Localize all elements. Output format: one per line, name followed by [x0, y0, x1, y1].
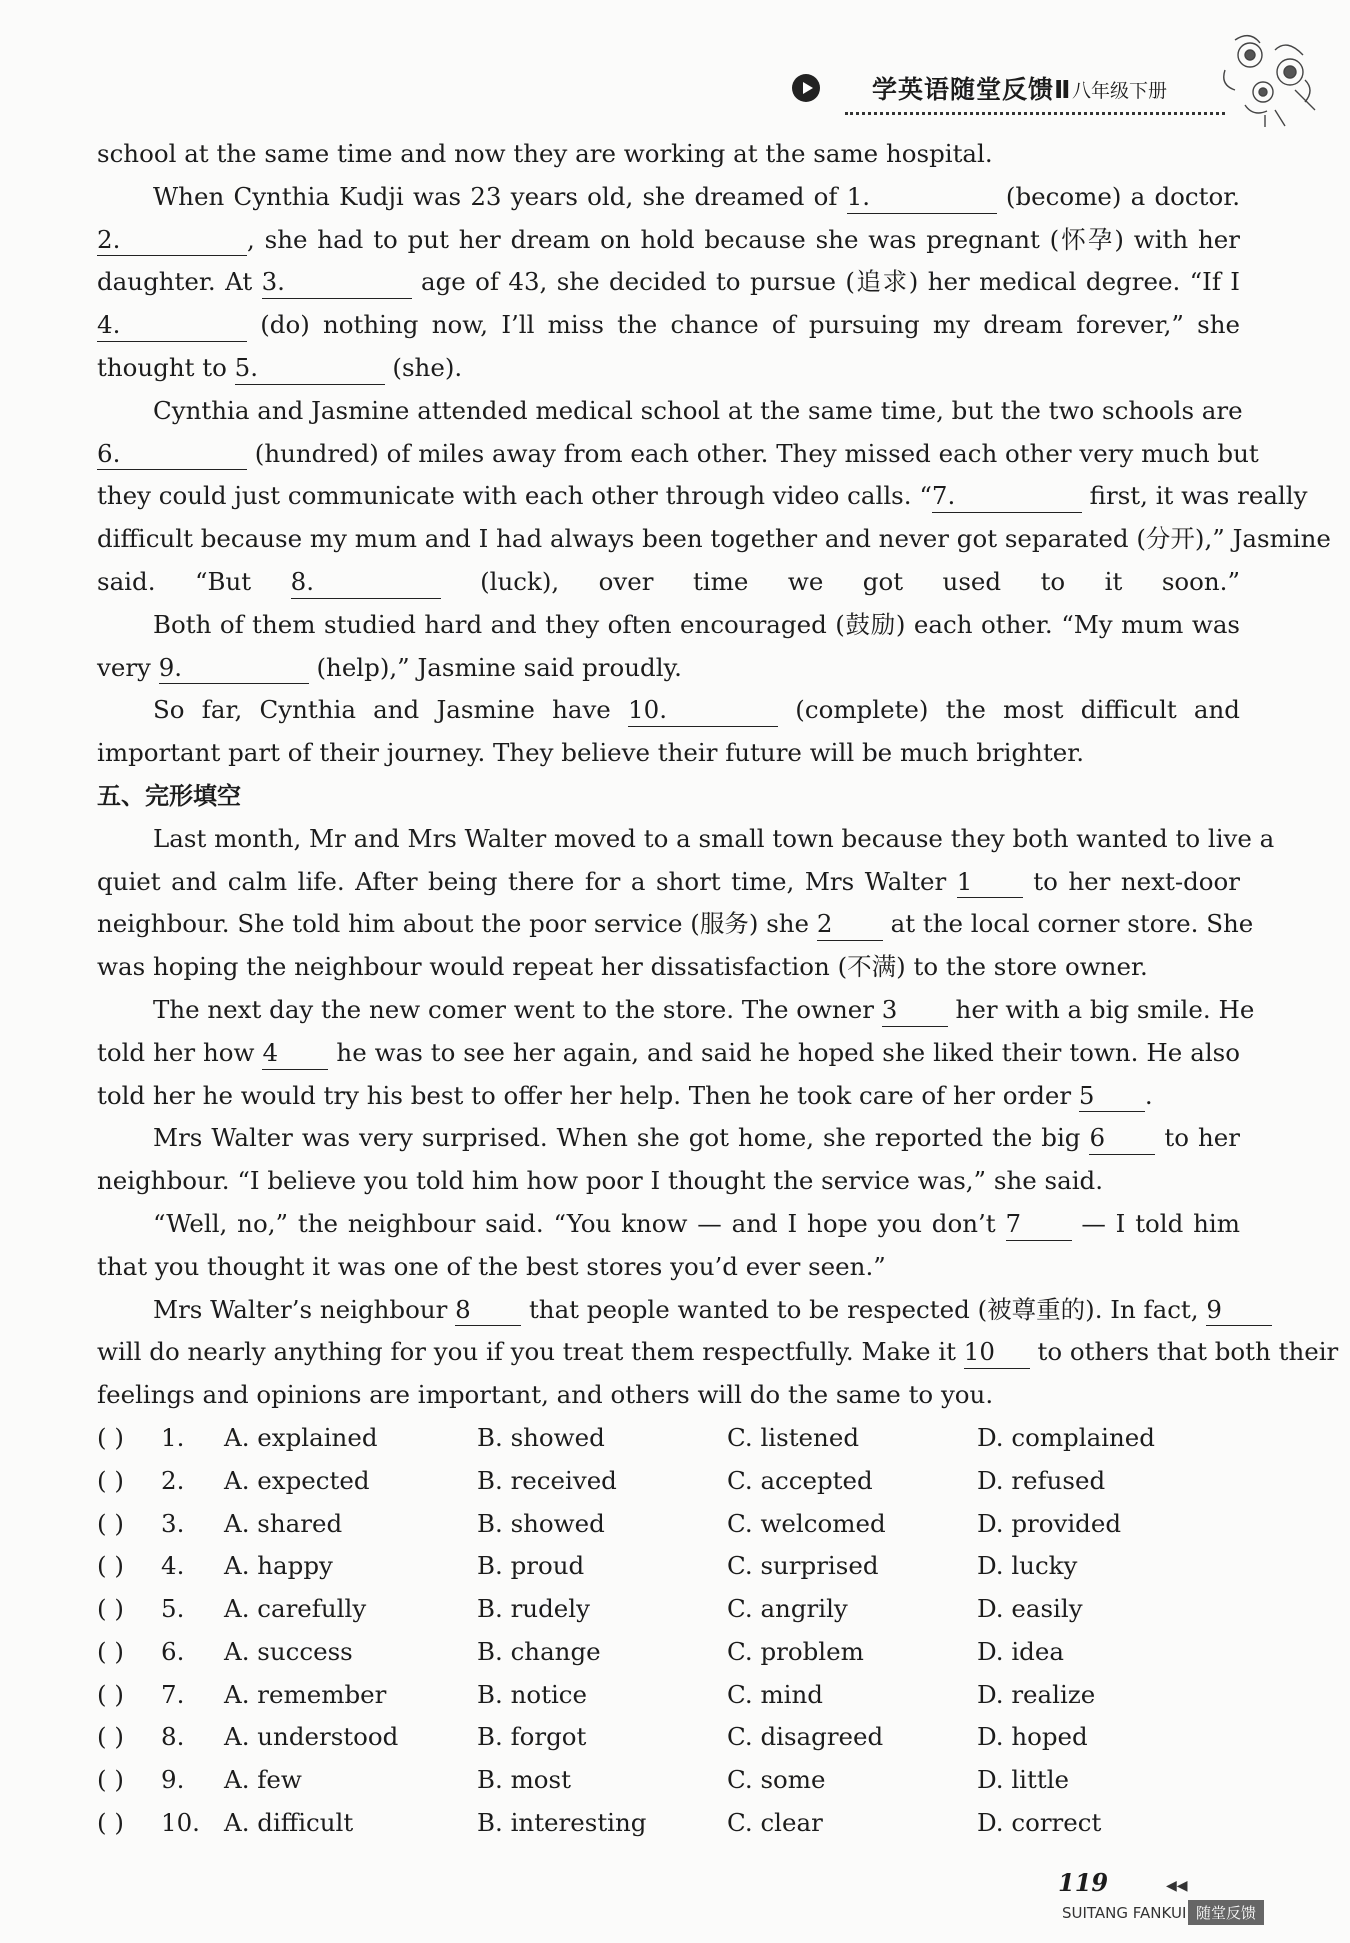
- book-title: 学英语随堂反馈Ⅱ: [872, 75, 1072, 104]
- answer-paren[interactable]: ( ): [97, 1722, 124, 1752]
- text-segment: , she had to put her dream on hold because she was pregnant (怀孕) with her: [247, 224, 1240, 254]
- option-b[interactable]: B. forgot: [477, 1722, 587, 1752]
- text-segment: that you thought it was one of the best stores you’d ever seen.”: [97, 1251, 886, 1281]
- text-segment: (complete) the most difficult and: [778, 695, 1240, 725]
- option-b[interactable]: B. change: [477, 1636, 601, 1666]
- text-segment: at the local corner store. She: [882, 909, 1254, 939]
- text-segment: to her: [1155, 1123, 1240, 1153]
- option-c[interactable]: C. surprised: [727, 1551, 879, 1581]
- cloze-blank[interactable]: 2: [817, 908, 883, 941]
- answer-paren[interactable]: ( ): [97, 1679, 124, 1709]
- option-d[interactable]: D. refused: [977, 1465, 1106, 1495]
- answer-blank[interactable]: 10.: [628, 694, 778, 727]
- option-c[interactable]: C. disagreed: [727, 1722, 884, 1752]
- text-line: [97, 989, 1255, 1032]
- option-d[interactable]: D. little: [977, 1765, 1070, 1795]
- option-d[interactable]: D. complained: [977, 1422, 1155, 1452]
- option-c[interactable]: C. mind: [727, 1679, 823, 1709]
- text-segment: daughter. At: [97, 267, 262, 297]
- option-c[interactable]: C. problem: [727, 1636, 864, 1666]
- text-line: [97, 347, 1240, 390]
- answer-blank[interactable]: 2.: [97, 224, 247, 257]
- text-segment: neighbour. She told him about the poor service (服务) she: [97, 909, 817, 939]
- cloze-blank[interactable]: 8: [455, 1294, 521, 1327]
- text-segment: school at the same time and now they are working at the same hospital.: [97, 139, 993, 168]
- question-row: [97, 1460, 1240, 1503]
- text-segment: told her how: [97, 1037, 263, 1067]
- answer-blank[interactable]: 4.: [97, 309, 247, 342]
- option-a[interactable]: A. shared: [224, 1508, 343, 1538]
- option-a[interactable]: A. carefully: [224, 1594, 367, 1624]
- text-segment: first, it was really: [1081, 481, 1308, 511]
- option-a[interactable]: A. happy: [224, 1551, 333, 1581]
- text-segment: to others that both their: [1029, 1337, 1339, 1367]
- text-segment: quiet and calm life. After being there for a short time, Mrs Walter: [97, 866, 957, 896]
- text-segment: Mrs Walter was very surprised. When she got home, she reported the big: [153, 1123, 1090, 1153]
- answer-paren[interactable]: ( ): [97, 1422, 124, 1452]
- text-line: [97, 390, 1243, 433]
- answer-blank[interactable]: 8.: [291, 566, 441, 599]
- section-title: 五、完形填空: [97, 781, 241, 810]
- text-line: [97, 1075, 1240, 1118]
- text-segment: (help),” Jasmine said proudly.: [308, 652, 682, 682]
- text-line: [97, 1331, 1339, 1374]
- option-a[interactable]: A. remember: [224, 1679, 387, 1709]
- text-segment: Cynthia and Jasmine attended medical school at the same time, but the two schools are: [153, 395, 1243, 425]
- page-content: [97, 133, 1339, 1845]
- answer-blank[interactable]: 9.: [159, 652, 309, 685]
- text-segment: he was to see her again, and said he hoped she liked their town. He also: [328, 1037, 1241, 1067]
- sunflower-decoration-icon: [1205, 20, 1325, 130]
- cloze-blank[interactable]: 9: [1206, 1294, 1272, 1327]
- option-d[interactable]: D. provided: [977, 1508, 1122, 1538]
- text-line: [97, 647, 1240, 690]
- option-c[interactable]: C. angrily: [727, 1594, 848, 1624]
- passage-four: [97, 133, 1331, 775]
- option-c[interactable]: C. welcomed: [727, 1508, 886, 1538]
- question-number: 2.: [161, 1465, 185, 1495]
- cloze-blank[interactable]: 6: [1089, 1122, 1155, 1155]
- cloze-passage: [97, 818, 1339, 1417]
- question-row: [97, 1759, 1240, 1802]
- option-a[interactable]: A. expected: [224, 1465, 370, 1495]
- option-d[interactable]: D. realize: [977, 1679, 1096, 1709]
- question-row: [97, 1417, 1240, 1460]
- answer-blank[interactable]: 3.: [262, 266, 412, 299]
- text-line: [97, 518, 1331, 561]
- text-segment: So far, Cynthia and Jasmine have: [153, 695, 629, 725]
- text-segment: neighbour. “I believe you told him how poor I thought the service was,” she said.: [97, 1166, 1103, 1196]
- question-number: 4.: [161, 1551, 185, 1581]
- answer-paren[interactable]: ( ): [97, 1636, 124, 1666]
- option-d[interactable]: D. idea: [977, 1636, 1064, 1666]
- play-icon: [792, 74, 820, 102]
- footer-badge: 随堂反馈: [1188, 1900, 1264, 1925]
- text-segment: Last month, Mr and Mrs Walter moved to a small town because they both wanted to live a: [153, 823, 1275, 853]
- question-number: 1.: [161, 1422, 185, 1452]
- text-line: [97, 176, 1240, 219]
- cloze-blank[interactable]: 10: [964, 1336, 1030, 1369]
- text-segment: (do) nothing now, I’ll miss the chance of pursuing my dream forever,” she: [247, 310, 1240, 340]
- text-segment: — I told him: [1071, 1208, 1240, 1238]
- text-line: [97, 861, 1240, 904]
- double-arrow-left-icon: ◀◀: [1166, 1878, 1188, 1894]
- answer-blank[interactable]: 5.: [235, 352, 385, 385]
- option-d[interactable]: D. easily: [977, 1594, 1083, 1624]
- text-line: [97, 903, 1254, 946]
- question-row: [97, 1716, 1240, 1759]
- option-b[interactable]: B. notice: [477, 1679, 588, 1709]
- answer-blank[interactable]: 7.: [932, 480, 1082, 513]
- text-line: [97, 1374, 1240, 1417]
- text-line: [97, 1117, 1240, 1160]
- option-c[interactable]: C. listened: [727, 1422, 859, 1452]
- text-line: [97, 219, 1240, 262]
- question-number: 5.: [161, 1594, 185, 1624]
- text-line: [97, 1289, 1240, 1332]
- answer-blank[interactable]: 1.: [847, 181, 997, 214]
- option-b[interactable]: B. received: [477, 1465, 617, 1495]
- text-line: [97, 133, 1240, 176]
- question-number: 3.: [161, 1508, 185, 1538]
- text-line: [97, 561, 1240, 604]
- text-segment: was hoping the neighbour would repeat her dissatisfaction (不满) to the store owner.: [97, 952, 1148, 982]
- text-line: [97, 604, 1240, 647]
- text-segment: “Well, no,” the neighbour said. “You know — and I hope you don’t: [153, 1208, 1006, 1238]
- option-d[interactable]: D. lucky: [977, 1551, 1078, 1581]
- answer-paren[interactable]: ( ): [97, 1808, 124, 1838]
- header-divider: [845, 112, 1225, 115]
- footer-brand: SUITANG FANKUI: [1062, 1904, 1187, 1922]
- option-b[interactable]: B. showed: [477, 1422, 605, 1452]
- text-segment: they could just communicate with each other through video calls. “: [97, 481, 932, 511]
- cloze-blank[interactable]: 4: [262, 1037, 328, 1070]
- text-segment: feelings and opinions are important, and others will do the same to you.: [97, 1380, 994, 1410]
- answer-paren[interactable]: ( ): [97, 1551, 124, 1581]
- text-line: [97, 433, 1259, 476]
- text-segment: When Cynthia Kudji was 23 years old, she dreamed of: [153, 181, 847, 211]
- answer-blank[interactable]: 6.: [97, 438, 247, 471]
- text-line: [97, 818, 1275, 861]
- text-line: [97, 1160, 1240, 1203]
- text-segment: (she).: [384, 352, 463, 382]
- text-segment: thought to: [97, 352, 235, 382]
- option-a[interactable]: A. success: [224, 1636, 353, 1666]
- question-row: [97, 1802, 1240, 1845]
- text-line: [97, 304, 1240, 347]
- text-segment: important part of their journey. They believe their future will be much brighter.: [97, 738, 1085, 768]
- text-segment: that people wanted to be respected (被尊重的). In fact,: [521, 1294, 1207, 1324]
- cloze-blank[interactable]: 7: [1006, 1208, 1072, 1241]
- question-number: 7.: [161, 1679, 185, 1709]
- text-segment: difficult because my mum and I had always been together and never got separated (分开),” Jasmine: [97, 524, 1331, 554]
- option-a[interactable]: A. few: [224, 1765, 302, 1795]
- text-line: [97, 1032, 1240, 1075]
- text-segment: told her he would try his best to offer her help. Then he took care of her order: [97, 1080, 1079, 1110]
- text-line: [97, 475, 1308, 518]
- question-row: [97, 1503, 1240, 1546]
- option-a[interactable]: A. difficult: [224, 1808, 354, 1838]
- option-b[interactable]: B. rudely: [477, 1594, 590, 1624]
- text-line: [97, 689, 1240, 732]
- option-d[interactable]: D. correct: [977, 1808, 1102, 1838]
- answer-paren[interactable]: ( ): [97, 1508, 124, 1538]
- text-segment: age of 43, she decided to pursue (追求) her medical degree. “If I: [411, 267, 1240, 297]
- cloze-options: [97, 1417, 1240, 1845]
- question-number: 10.: [161, 1808, 200, 1838]
- text-line: [97, 1203, 1240, 1246]
- option-d[interactable]: D. hoped: [977, 1722, 1088, 1752]
- question-number: 8.: [161, 1722, 185, 1752]
- text-line: [97, 732, 1240, 775]
- text-segment: will do nearly anything for you if you treat them respectfully. Make it: [97, 1337, 964, 1367]
- question-row: [97, 1631, 1240, 1674]
- text-segment: (become) a doctor.: [996, 181, 1240, 211]
- cloze-blank[interactable]: 1: [957, 866, 1023, 899]
- option-c[interactable]: C. accepted: [727, 1465, 873, 1495]
- option-b[interactable]: B. most: [477, 1765, 571, 1795]
- question-number: 9.: [161, 1765, 185, 1795]
- page-header: [0, 0, 1350, 130]
- page-number: 119: [1058, 1868, 1109, 1897]
- cloze-blank[interactable]: 3: [882, 994, 948, 1027]
- text-segment: Mrs Walter’s neighbour: [153, 1294, 456, 1324]
- option-b[interactable]: B. showed: [477, 1508, 605, 1538]
- text-segment: Both of them studied hard and they often encouraged (鼓励) each other. “My mum was: [153, 609, 1240, 639]
- book-grade: 八年级下册: [1072, 80, 1168, 102]
- question-row: [97, 1545, 1240, 1588]
- text-line: [97, 261, 1240, 304]
- option-c[interactable]: C. some: [727, 1765, 826, 1795]
- text-segment: to her next-door: [1022, 866, 1240, 896]
- answer-paren[interactable]: ( ): [97, 1594, 124, 1624]
- text-segment: said. “But: [97, 566, 291, 596]
- option-c[interactable]: C. clear: [727, 1808, 823, 1838]
- question-row: [97, 1588, 1240, 1631]
- text-segment: The next day the new comer went to the store. The owner: [153, 994, 882, 1024]
- cloze-blank[interactable]: 5: [1079, 1080, 1145, 1113]
- answer-paren[interactable]: ( ): [97, 1765, 124, 1795]
- option-a[interactable]: A. explained: [224, 1422, 378, 1452]
- option-b[interactable]: B. interesting: [477, 1808, 647, 1838]
- text-segment: (hundred) of miles away from each other. They missed each other very much but: [247, 438, 1259, 468]
- text-line: [97, 946, 1240, 989]
- question-number: 6.: [161, 1636, 185, 1666]
- text-segment: her with a big smile. He: [947, 994, 1255, 1024]
- text-segment: .: [1144, 1080, 1153, 1110]
- text-segment: very: [97, 652, 159, 682]
- text-segment: (luck), over time we got used to it soon.”: [440, 566, 1240, 596]
- option-a[interactable]: A. understood: [224, 1722, 399, 1752]
- answer-paren[interactable]: ( ): [97, 1465, 124, 1495]
- text-line: [97, 1246, 1240, 1289]
- option-b[interactable]: B. proud: [477, 1551, 585, 1581]
- question-row: [97, 1674, 1240, 1717]
